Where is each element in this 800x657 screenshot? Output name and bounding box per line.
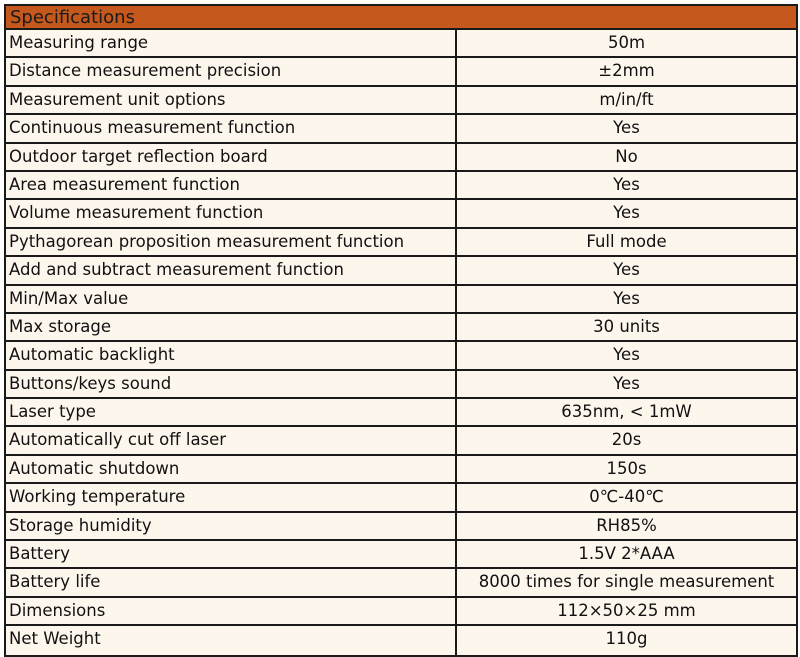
spec-label: Storage humidity	[6, 513, 457, 539]
spec-value: Yes	[613, 118, 640, 138]
spec-label: Pythagorean proposition measurement function	[6, 229, 457, 255]
table-row	[6, 456, 796, 484]
table-row	[6, 144, 796, 172]
spec-label: Dimensions	[6, 598, 457, 624]
table-row	[6, 172, 796, 200]
table-row	[6, 541, 796, 569]
spec-value: 0℃-40℃	[589, 487, 664, 507]
spec-value: 8000 times for single measurement	[478, 572, 775, 592]
table-row	[6, 87, 796, 115]
table-row	[6, 229, 796, 257]
spec-value: Yes	[613, 260, 640, 280]
table-row	[6, 569, 796, 597]
table-row	[6, 257, 796, 285]
spec-value: 50m	[607, 33, 646, 52]
spec-label: Buttons/keys sound	[6, 371, 457, 397]
spec-value: 110g	[605, 629, 648, 649]
spec-value: Yes	[613, 203, 640, 223]
spec-value: 150s	[606, 458, 647, 478]
spec-value: Yes	[613, 174, 640, 194]
spec-value: Yes	[613, 288, 640, 308]
spec-value: No	[615, 146, 638, 166]
spec-label: Automatically cut off laser	[6, 427, 457, 453]
table-row	[6, 513, 796, 541]
spec-value: 1.5V 2*AAA	[578, 544, 675, 564]
spec-label: Outdoor target reflection board	[6, 144, 457, 170]
spec-value: 112×50×25 mm	[557, 600, 696, 620]
table-row	[6, 286, 796, 314]
spec-label: Automatic shutdown	[6, 456, 457, 482]
spec-label: Net Weight	[6, 626, 457, 654]
spec-label: Distance measurement precision	[6, 58, 457, 84]
spec-value: RH85%	[596, 515, 657, 535]
spec-label: Measuring range	[6, 30, 457, 56]
table-row	[6, 484, 796, 512]
spec-value: 635nm, < 1mW	[561, 402, 692, 422]
spec-value: 20s	[611, 430, 642, 450]
specifications-table	[4, 4, 798, 657]
spec-value: Yes	[613, 345, 640, 365]
spec-label: Max storage	[6, 314, 457, 340]
spec-label: Battery life	[6, 569, 457, 595]
spec-label: Automatic backlight	[6, 342, 457, 368]
spec-value: ±2mm	[598, 61, 655, 81]
spec-label: Area measurement function	[6, 172, 457, 198]
spec-label: Battery	[6, 541, 457, 567]
table-row	[6, 115, 796, 143]
spec-label: Continuous measurement function	[6, 115, 457, 141]
spec-value: m/in/ft	[599, 89, 654, 109]
table-row	[6, 200, 796, 228]
table-row	[6, 30, 796, 58]
spec-value: 30 units	[593, 316, 660, 336]
table-body	[6, 30, 796, 655]
table-row	[6, 598, 796, 626]
spec-label: Volume measurement function	[6, 200, 457, 226]
table-row	[6, 371, 796, 399]
table-row	[6, 626, 796, 654]
table-row	[6, 427, 796, 455]
table-row	[6, 342, 796, 370]
table-row	[6, 399, 796, 427]
table-row	[6, 314, 796, 342]
table-row	[6, 58, 796, 86]
spec-value: Yes	[613, 373, 640, 393]
spec-label: Working temperature	[6, 484, 457, 510]
spec-label: Laser type	[6, 399, 457, 425]
spec-label: Measurement unit options	[6, 87, 457, 113]
spec-value: Full mode	[586, 231, 667, 251]
spec-label: Add and subtract measurement function	[6, 257, 457, 283]
table-title: Specifications	[6, 6, 796, 30]
spec-label: Min/Max value	[6, 286, 457, 312]
